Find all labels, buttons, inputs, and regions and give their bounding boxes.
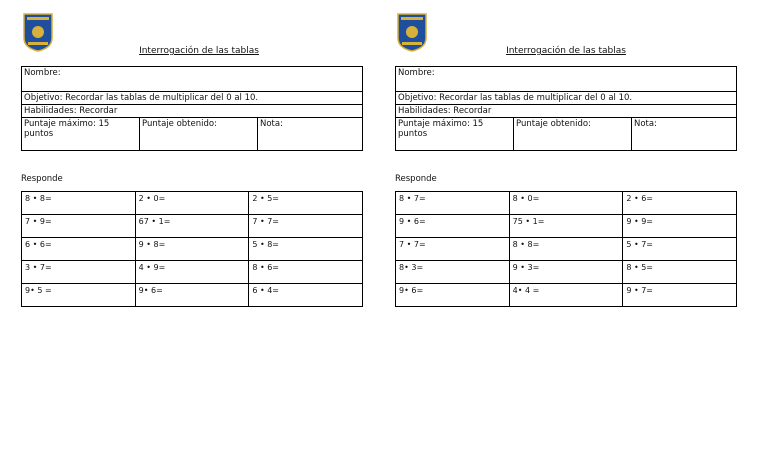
problem-cell: 2 • 5= [249,192,363,215]
objective-text: Objetivo: Recordar las tablas de multiplicar del 0 al 10. [22,92,363,105]
problem-cell: 5 • 8= [249,238,363,261]
problem-cell: 3 • 7= [22,261,136,284]
worksheet-title: Interrogación de las tablas [506,46,626,56]
problem-cell: 8 • 7= [396,192,510,215]
table-row [396,215,737,238]
obtained-score-field: Puntaje obtenido: [514,118,632,151]
problems-table [395,191,737,307]
problem-cell: 9 • 8= [135,238,249,261]
grade-field: Nota: [632,118,737,151]
problem-cell: 9 • 6= [396,215,510,238]
problem-cell: 9• 6= [396,284,510,307]
table-row [396,192,737,215]
name-field: Nombre: [22,67,363,92]
problem-cell: 2 • 0= [135,192,249,215]
problem-cell: 8 • 5= [623,261,737,284]
obtained-score-field: Puntaje obtenido: [140,118,258,151]
problem-cell: 4• 4 = [509,284,623,307]
max-score-field: Puntaje máximo: 15 puntos [22,118,140,151]
problem-cell: 9 • 9= [623,215,737,238]
student-info-table [395,66,737,151]
problem-cell: 8• 3= [396,261,510,284]
table-row [396,284,737,307]
worksheet-title: Interrogación de las tablas [139,46,259,56]
problem-cell: 75 • 1= [509,215,623,238]
problems-table [21,191,363,307]
table-row [22,261,363,284]
problem-cell: 4 • 9= [135,261,249,284]
table-row [22,284,363,307]
table-row [22,192,363,215]
problem-cell: 9 • 7= [623,284,737,307]
problem-cell: 7 • 7= [249,215,363,238]
problem-cell: 2 • 6= [623,192,737,215]
section-label: Responde [395,174,437,184]
objective-text: Objetivo: Recordar las tablas de multiplicar del 0 al 10. [396,92,737,105]
problem-cell: 8 • 0= [509,192,623,215]
problem-cell: 6 • 6= [22,238,136,261]
problem-cell: 5 • 7= [623,238,737,261]
skills-text: Habilidades: Recordar [22,105,363,118]
problem-cell: 9• 5 = [22,284,136,307]
problem-cell: 8 • 6= [249,261,363,284]
grade-field: Nota: [258,118,363,151]
skills-text: Habilidades: Recordar [396,105,737,118]
problem-cell: 7 • 9= [22,215,136,238]
problem-cell: 6 • 4= [249,284,363,307]
problem-cell: 9 • 3= [509,261,623,284]
student-info-table [21,66,363,151]
name-field: Nombre: [396,67,737,92]
problem-cell: 8 • 8= [22,192,136,215]
table-row [22,215,363,238]
table-row [396,261,737,284]
table-row [22,238,363,261]
problem-cell: 9• 6= [135,284,249,307]
max-score-field: Puntaje máximo: 15 puntos [396,118,514,151]
problem-cell: 7 • 7= [396,238,510,261]
problem-cell: 8 • 8= [509,238,623,261]
problem-cell: 67 • 1= [135,215,249,238]
table-row [396,238,737,261]
section-label: Responde [21,174,63,184]
